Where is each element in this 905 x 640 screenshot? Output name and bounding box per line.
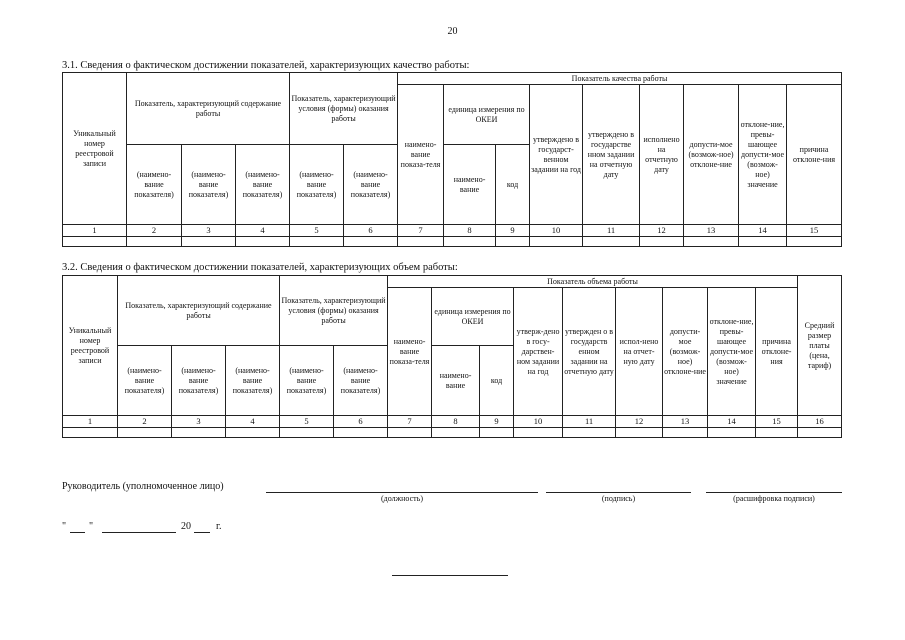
- empty-cell[interactable]: [280, 427, 334, 437]
- table-row: [63, 236, 842, 246]
- executed-header: испол-нено на отчет-ную дату: [616, 288, 663, 416]
- sub-label: (наимено-вание показателя): [226, 346, 280, 416]
- column-number: 6: [344, 225, 398, 237]
- empty-cell[interactable]: [172, 427, 226, 437]
- quote-open: ": [62, 521, 67, 532]
- unit-code-header: код: [496, 145, 530, 225]
- empty-cell[interactable]: [480, 427, 514, 437]
- column-number: 7: [398, 225, 444, 237]
- empty-cell[interactable]: [583, 236, 640, 246]
- approved-year-header: утверж-дено в госу-дарствен-ном задании на год: [514, 288, 563, 416]
- empty-cell[interactable]: [63, 427, 118, 437]
- executed-header: исполнено на отчетную дату: [640, 85, 684, 225]
- allowed-deviation-header: допусти-мое (возмож-ное) отклоне-ние: [684, 85, 739, 225]
- column-number: 12: [640, 225, 684, 237]
- indicator-group-header: Показатель качества работы: [398, 73, 842, 85]
- sub-label: (наимено-вание показателя): [344, 145, 398, 225]
- indicator-name-header: наимено-вание показа-теля: [388, 288, 432, 416]
- sub-label: (наимено-вание показателя): [290, 145, 344, 225]
- column-number: 15: [787, 225, 842, 237]
- unit-name-header: наимено-вание: [432, 346, 480, 416]
- conditions-group-header: Показатель, характеризующий условия (формы) оказания работы: [280, 276, 388, 346]
- section-2-title: 3.2. Сведения о фактическом достижении показателей, характеризующих объем работы:: [62, 262, 458, 273]
- column-number: 13: [663, 416, 708, 428]
- empty-cell[interactable]: [432, 427, 480, 437]
- indicator-group-header: Показатель объема работы: [388, 276, 798, 288]
- empty-cell[interactable]: [63, 236, 127, 246]
- column-number: 1: [63, 225, 127, 237]
- year-suffix: г.: [216, 521, 222, 532]
- column-number: 9: [496, 225, 530, 237]
- column-number: 8: [444, 225, 496, 237]
- empty-cell[interactable]: [640, 236, 684, 246]
- signature-label: Руководитель (уполномоченное лицо): [62, 481, 224, 492]
- empty-cell[interactable]: [236, 236, 290, 246]
- empty-cell[interactable]: [663, 427, 708, 437]
- unique-number-header: Уникальный номер реестровой записи: [63, 73, 127, 225]
- unit-name-header: наимено-вание: [444, 145, 496, 225]
- column-number: 1: [63, 416, 118, 428]
- empty-cell[interactable]: [290, 236, 344, 246]
- conditions-group-header: Показатель, характеризующий условия (формы) оказания работы: [290, 73, 398, 145]
- decryption-caption: (расшифровка подписи): [733, 494, 815, 503]
- allowed-deviation-header: допусти-мое (возмож-ное) отклоне-ние: [663, 288, 708, 416]
- content-group-header: Показатель, характеризующий содержание работы: [118, 276, 280, 346]
- empty-cell[interactable]: [388, 427, 432, 437]
- empty-cell[interactable]: [530, 236, 583, 246]
- empty-cell[interactable]: [182, 236, 236, 246]
- volume-table: [62, 275, 842, 438]
- column-number: 5: [280, 416, 334, 428]
- page-number: 20: [447, 26, 458, 37]
- empty-cell[interactable]: [398, 236, 444, 246]
- empty-cell[interactable]: [496, 236, 530, 246]
- column-number: 6: [334, 416, 388, 428]
- column-number: 14: [739, 225, 787, 237]
- column-number: 2: [118, 416, 172, 428]
- signature-line[interactable]: [546, 492, 691, 493]
- approved-date-header: утвержден о в государств енном задании на отчетную дату: [563, 288, 616, 416]
- sub-label: (наимено-вание показателя): [236, 145, 290, 225]
- quote-close: ": [89, 521, 94, 532]
- column-number: 2: [127, 225, 182, 237]
- empty-cell[interactable]: [334, 427, 388, 437]
- empty-cell[interactable]: [344, 236, 398, 246]
- sub-label: (наимено-вание показателя): [118, 346, 172, 416]
- approved-year-header: утверждено в государст-венном задании на год: [530, 85, 583, 225]
- column-number: 7: [388, 416, 432, 428]
- empty-cell[interactable]: [739, 236, 787, 246]
- decryption-line[interactable]: [706, 492, 842, 493]
- empty-cell[interactable]: [616, 427, 663, 437]
- unit-group-header: единица измерения по ОКЕИ: [444, 85, 530, 145]
- unit-code-header: код: [480, 346, 514, 416]
- empty-cell[interactable]: [127, 236, 182, 246]
- column-number: 4: [226, 416, 280, 428]
- column-number: 3: [172, 416, 226, 428]
- section-1-title: 3.1. Сведения о фактическом достижении показателей, характеризующих качество работы:: [62, 60, 470, 71]
- column-number: 11: [583, 225, 640, 237]
- position-line[interactable]: [266, 492, 538, 493]
- year-prefix: 20: [181, 521, 191, 532]
- unit-group-header: единица измерения по ОКЕИ: [432, 288, 514, 346]
- approved-date-header: утверждено в государстве нном задании на отчетную дату: [583, 85, 640, 225]
- empty-cell[interactable]: [226, 427, 280, 437]
- empty-cell[interactable]: [756, 427, 798, 437]
- average-fee-header: Средний размер платы (цена, тариф): [798, 276, 842, 416]
- empty-cell[interactable]: [118, 427, 172, 437]
- empty-cell[interactable]: [563, 427, 616, 437]
- column-number: 14: [708, 416, 756, 428]
- deviation-reason-header: причина отклоне-ния: [756, 288, 798, 416]
- column-number: 9: [480, 416, 514, 428]
- indicator-name-header: наимено-вание показа-теля: [398, 85, 444, 225]
- month-line[interactable]: [102, 532, 176, 533]
- column-number: 4: [236, 225, 290, 237]
- quality-table: [62, 72, 842, 247]
- position-caption: (должность): [381, 494, 423, 503]
- deviation-reason-header: причина отклоне-ния: [787, 85, 842, 225]
- empty-cell[interactable]: [787, 236, 842, 246]
- signature-caption: (подпись): [601, 494, 636, 503]
- empty-cell[interactable]: [708, 427, 756, 437]
- day-line[interactable]: [70, 532, 85, 533]
- empty-cell[interactable]: [444, 236, 496, 246]
- empty-cell[interactable]: [514, 427, 563, 437]
- unique-number-header: Уникальный номер реестровой записи: [63, 276, 118, 416]
- column-number: 5: [290, 225, 344, 237]
- sub-label: (наимено-вание показателя): [127, 145, 182, 225]
- table-row: [63, 427, 842, 437]
- content-group-header: Показатель, характеризующий содержание работы: [127, 73, 290, 145]
- column-number: 11: [563, 416, 616, 428]
- sub-label: (наимено-вание показателя): [172, 346, 226, 416]
- year-line[interactable]: [194, 532, 210, 533]
- sub-label: (наимено-вание показателя): [280, 346, 334, 416]
- column-number: 16: [798, 416, 842, 428]
- column-number: 12: [616, 416, 663, 428]
- exceeding-deviation-header: отклоне-ние, превы-шающее допусти-мое (возмож-ное) значение: [739, 85, 787, 225]
- empty-cell[interactable]: [684, 236, 739, 246]
- footnote-separator: [392, 575, 508, 576]
- empty-cell[interactable]: [798, 427, 842, 437]
- column-number: 10: [530, 225, 583, 237]
- column-number: 3: [182, 225, 236, 237]
- exceeding-deviation-header: отклоне-ние, превы-шающее допусти-мое (возмож-ное) значение: [708, 288, 756, 416]
- sub-label: (наимено-вание показателя): [182, 145, 236, 225]
- column-number: 10: [514, 416, 563, 428]
- column-number: 13: [684, 225, 739, 237]
- column-number: 15: [756, 416, 798, 428]
- sub-label: (наимено-вание показателя): [334, 346, 388, 416]
- column-number: 8: [432, 416, 480, 428]
